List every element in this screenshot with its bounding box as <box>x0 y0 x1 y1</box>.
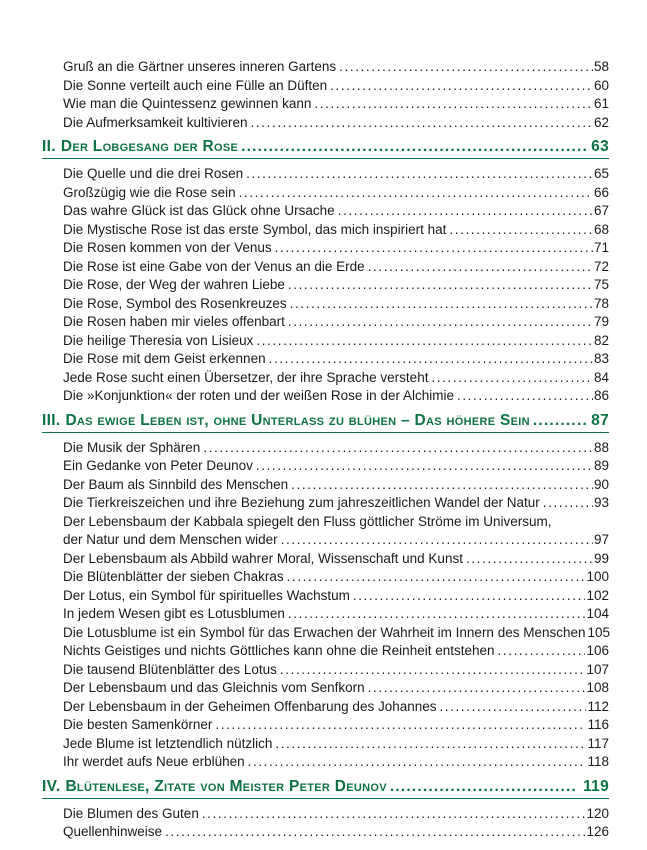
toc-entry <box>42 58 609 77</box>
entry-title: Die Musik der Sphären <box>63 439 201 455</box>
entry-title: der Natur und dem Menschen wider <box>63 532 278 547</box>
dot-leader <box>200 805 586 824</box>
entry-page-number: 60 <box>593 77 609 93</box>
toc-entry <box>42 387 609 406</box>
toc-entry <box>42 531 609 550</box>
toc-entry <box>42 661 609 680</box>
dot-leader <box>278 661 586 680</box>
entry-title: Die Aufmerksamkeit kultivieren <box>63 114 248 130</box>
toc-entry <box>42 605 609 624</box>
entry-title: Die Blumen des Guten <box>63 805 199 821</box>
entry-page-number: 112 <box>587 698 609 714</box>
entry-page-number: 79 <box>593 314 609 329</box>
toc-entry <box>42 332 609 351</box>
dot-leader <box>273 239 593 258</box>
entry-page-number: 72 <box>593 258 609 274</box>
dot-leader <box>337 58 593 77</box>
entry-page-number: 71 <box>593 240 609 255</box>
toc-entry <box>42 114 609 133</box>
toc-entry <box>42 716 609 735</box>
toc-entry <box>42 494 609 513</box>
toc-entry <box>42 476 609 495</box>
toc-entry <box>42 587 609 606</box>
section-number: IV. <box>42 777 61 795</box>
toc-entry <box>42 77 609 96</box>
toc-entry <box>42 550 609 569</box>
toc-entry <box>42 350 609 369</box>
dot-leader <box>438 698 587 717</box>
entry-title: Die Rose, der Weg der wahren Liebe <box>63 277 285 292</box>
dot-leader <box>328 77 593 96</box>
entry-title: Die Rosen kommen von der Venus <box>63 240 272 255</box>
dot-leader <box>447 221 593 240</box>
entry-page-number: 108 <box>586 680 609 695</box>
toc-entry <box>42 698 609 717</box>
section-title: Blütenlese, Zitate von Meister Peter Deunov <box>65 777 387 795</box>
entry-title: Der Baum als Sinnbild des Menschen <box>63 476 289 492</box>
entry-page-number: 116 <box>587 717 609 732</box>
entry-title: Das wahre Glück ist das Glück ohne Ursache <box>63 203 335 218</box>
section-number: III. <box>42 411 61 429</box>
dot-leader <box>366 258 593 277</box>
toc-entry <box>42 295 609 314</box>
entry-title: Die Rose mit dem Geist erkennen <box>63 351 266 366</box>
section-heading <box>42 777 609 799</box>
section-page-number: 87 <box>591 411 609 429</box>
dot-leader <box>249 114 593 133</box>
toc-entry <box>42 221 609 240</box>
section-title: Der Lobgesang der Rose <box>60 138 239 155</box>
dot-leader <box>531 411 586 431</box>
dot-leader <box>285 568 586 587</box>
toc-entry <box>42 165 609 184</box>
toc-entry <box>42 202 609 221</box>
entry-title: Die Tierkreiszeichen und ihre Beziehung zum jahreszeitlichen Wandel der Natur <box>63 495 540 510</box>
toc-entry <box>42 457 609 476</box>
dot-leader <box>239 137 586 157</box>
dot-leader <box>541 494 593 513</box>
toc-entry <box>42 823 609 842</box>
entry-page-number: 106 <box>586 643 609 658</box>
dot-leader <box>201 439 593 458</box>
toc-entry <box>42 369 609 388</box>
entry-title: Nichts Geistiges und nichts Göttliches kann ohne die Reinheit entstehen <box>63 643 495 658</box>
toc-list <box>42 58 609 842</box>
section-number: II. <box>42 138 56 155</box>
entry-page-number: 84 <box>593 369 609 385</box>
dot-leader <box>366 679 586 698</box>
entry-title: Die Blütenblätter der sieben Chakras <box>63 569 284 584</box>
entry-page-number: 75 <box>593 277 609 292</box>
section-page-number: 63 <box>591 138 609 155</box>
dot-leader <box>237 184 593 203</box>
toc-entry <box>42 239 609 258</box>
entry-title: In jedem Wesen gibt es Lotusblumen <box>63 606 285 621</box>
dot-leader <box>455 387 593 406</box>
entry-title: Die besten Samenkörner <box>63 717 213 732</box>
toc-entry <box>42 568 609 587</box>
entry-title: Großzügig wie die Rose sein <box>63 184 236 200</box>
dot-leader <box>288 295 593 314</box>
entry-page-number: 66 <box>593 184 609 200</box>
dot-leader <box>464 550 593 569</box>
dot-leader <box>286 313 593 332</box>
entry-page-number: 83 <box>593 351 609 366</box>
entry-title: Die tausend Blütenblätter des Lotus <box>63 661 277 677</box>
entry-title: Der Lebensbaum und das Gleichnis vom Senfkorn <box>63 680 365 695</box>
entry-title: Der Lebensbaum als Abbild wahrer Moral, Wissenschaft und Kunst <box>63 550 463 566</box>
toc-entry <box>42 753 609 772</box>
section-heading <box>42 137 609 159</box>
dot-leader <box>496 642 586 661</box>
dot-leader <box>279 531 593 550</box>
entry-page-number: 90 <box>593 476 609 492</box>
dot-leader <box>336 202 593 221</box>
entry-title: Gruß an die Gärtner unseres inneren Gartens <box>63 59 337 74</box>
dot-leader <box>286 276 593 295</box>
entry-title: Die Sonne verteilt auch eine Fülle an Düften <box>63 77 328 93</box>
dot-leader <box>267 350 593 369</box>
entry-page-number: 100 <box>586 569 609 584</box>
entry-title: Jede Rose sucht einen Übersetzer, der ihre Sprache versteht <box>63 369 429 385</box>
entry-page-number: 61 <box>593 96 609 111</box>
toc-entry <box>42 642 609 661</box>
toc-entry <box>42 184 609 203</box>
dot-leader <box>312 95 593 114</box>
entry-title: Der Lebensbaum in der Geheimen Offenbarung des Johannes <box>63 698 437 714</box>
dot-leader <box>254 457 593 476</box>
entry-page-number: 117 <box>587 735 609 751</box>
toc-entry <box>42 258 609 277</box>
dot-leader <box>246 753 587 772</box>
entry-page-number: 120 <box>586 805 609 821</box>
toc-entry <box>42 513 609 532</box>
entry-page-number: 118 <box>587 754 609 769</box>
entry-page-number: 126 <box>586 824 609 839</box>
entry-page-number: 99 <box>593 550 609 566</box>
toc-entry <box>42 735 609 754</box>
entry-title: Die Rosen haben mir vieles offenbart <box>63 314 285 329</box>
dot-leader <box>244 165 593 184</box>
dot-leader <box>429 369 593 388</box>
entry-title: Die »Konjunktion« der roten und der weißen Rose in der Alchimie <box>63 388 454 403</box>
entry-page-number: 68 <box>593 221 609 237</box>
entry-title: Die Lotusblume ist ein Symbol für das Erwachen der Wahrheit im Innern des Menschen <box>63 624 586 640</box>
section-heading <box>42 411 609 433</box>
toc-entry <box>42 679 609 698</box>
entry-title: Die heilige Theresia von Lisieux <box>63 332 254 348</box>
entry-page-number: 62 <box>593 114 609 130</box>
entry-title: Quellenhinweise <box>63 824 163 839</box>
entry-title: Der Lotus, ein Symbol für spirituelles Wachstum <box>63 587 350 603</box>
toc-entry <box>42 439 609 458</box>
dot-leader <box>388 777 578 797</box>
dot-leader <box>289 476 593 495</box>
entry-page-number: 104 <box>586 606 609 621</box>
toc-entry <box>42 805 609 824</box>
dot-leader <box>213 716 586 735</box>
entry-title: Die Mystische Rose ist das erste Symbol, das mich inspiriert hat <box>63 221 447 237</box>
toc-entry <box>42 624 609 643</box>
entry-title: Die Rose, Symbol des Rosenkreuzes <box>63 295 287 311</box>
entry-title: Die Rose ist eine Gabe von der Venus an die Erde <box>63 258 365 274</box>
entry-page-number: 97 <box>593 532 609 547</box>
dot-leader <box>254 332 593 351</box>
toc-entry <box>42 313 609 332</box>
entry-title: Ihr werdet aufs Neue erblühen <box>63 754 245 769</box>
dot-leader <box>286 605 586 624</box>
entry-page-number: 86 <box>593 388 609 403</box>
entry-title: Der Lebensbaum der Kabbala spiegelt den Fluss göttlicher Ströme im Universum, <box>63 513 552 529</box>
entry-title: Ein Gedanke von Peter Deunov <box>63 458 253 473</box>
entry-page-number: 88 <box>593 439 609 455</box>
section-page-number: 119 <box>583 777 609 795</box>
entry-page-number: 78 <box>593 295 609 311</box>
dot-leader <box>163 823 585 842</box>
entry-page-number: 102 <box>586 587 609 603</box>
entry-page-number: 89 <box>593 458 609 473</box>
entry-title: Wie man die Quintessenz gewinnen kann <box>63 96 312 111</box>
entry-page-number: 105 <box>587 624 611 640</box>
entry-page-number: 107 <box>586 661 609 677</box>
toc-entry <box>42 276 609 295</box>
entry-title: Die Quelle und die drei Rosen <box>63 166 244 181</box>
dot-leader <box>351 587 586 606</box>
entry-page-number: 67 <box>593 203 609 218</box>
entry-title: Jede Blume ist letztendlich nützlich <box>63 735 273 751</box>
entry-page-number: 65 <box>593 166 609 181</box>
toc-entry <box>42 95 609 114</box>
entry-page-number: 82 <box>593 332 609 348</box>
section-title: Das ewige Leben ist, ohne Unterlass zu blühen – Das höhere Sein <box>65 411 530 429</box>
entry-page-number: 93 <box>593 495 609 510</box>
dot-leader <box>273 735 586 754</box>
entry-page-number: 58 <box>593 59 609 74</box>
